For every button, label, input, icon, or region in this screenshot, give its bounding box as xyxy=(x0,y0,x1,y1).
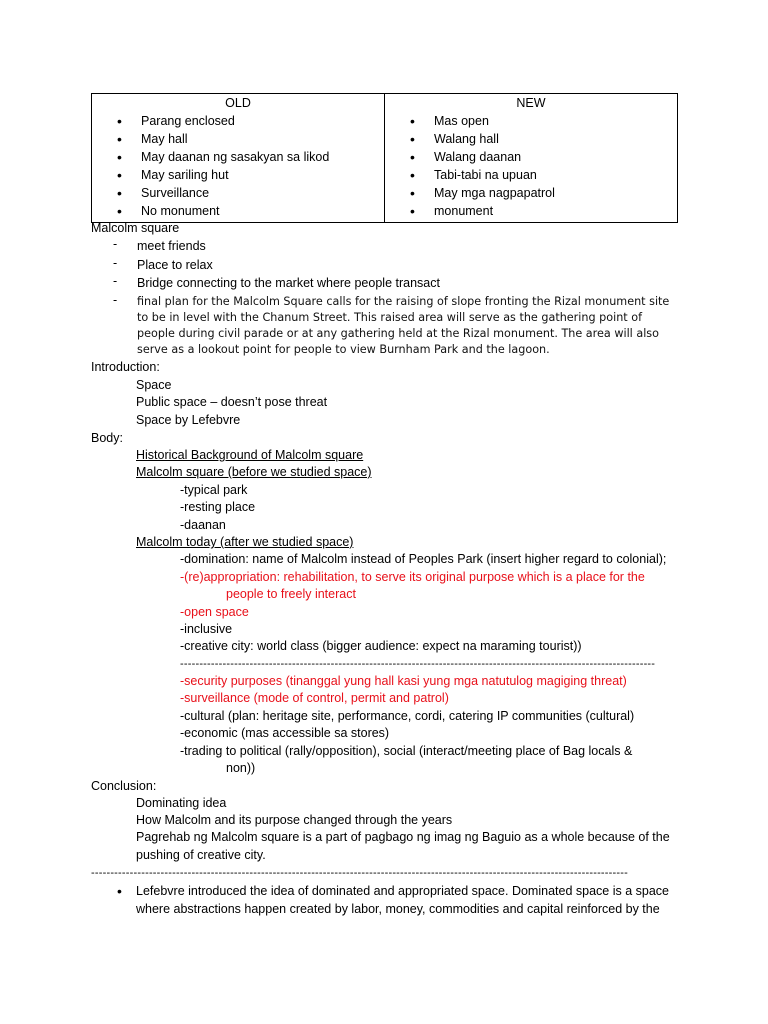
malcolm-item-text: Bridge connecting to the market where people transact xyxy=(137,276,440,290)
today-inclusive: -inclusive xyxy=(180,622,233,636)
intro-line: Public space – doesn’t pose threat xyxy=(136,395,328,409)
conclusion-line: Dominating idea xyxy=(136,796,227,810)
old-item: • Parang enclosed xyxy=(100,112,376,130)
new-item: • May mga nagpapatrol xyxy=(393,184,669,202)
malcolm-item-text: Place to relax xyxy=(137,258,213,272)
today-heading: Malcolm today (after we studied space) xyxy=(136,535,354,549)
before-item: -daanan xyxy=(180,518,226,532)
before-heading: Malcolm square (before we studied space) xyxy=(136,465,372,479)
new-item: • monument xyxy=(393,202,669,220)
introduction-heading: Introduction: xyxy=(91,360,160,374)
comparison-table xyxy=(91,93,678,223)
cultural-line: -cultural (plan: heritage site, performance, cordi, catering IP communities (cultural) xyxy=(180,709,635,723)
dash-marker: - xyxy=(113,256,118,270)
old-item: • No monument xyxy=(100,202,376,220)
dash-marker: - xyxy=(113,274,118,288)
surveillance-line: -surveillance (mode of control, permit and patrol) xyxy=(180,691,449,705)
new-item: • Tabi-tabi na upuan xyxy=(393,166,669,184)
new-column-header: NEW xyxy=(516,96,546,110)
today-reappropriation: -(re)appropriation: rehabilitation, to serve its original purpose which is a place for the xyxy=(180,570,645,584)
historical-background: Historical Background of Malcolm square xyxy=(136,448,364,462)
economic-line: -economic (mas accessible sa stores) xyxy=(180,726,390,740)
security-line: -security purposes (tinanggal yung hall kasi yung mga natutulog magiging threat) xyxy=(180,674,627,688)
conclusion-line: How Malcolm and its purpose changed through the years xyxy=(136,813,453,827)
trading-line: -trading to political (rally/opposition), social (interact/meeting place of Bag locals & xyxy=(180,744,633,758)
conclusion-heading: Conclusion: xyxy=(91,779,157,793)
malcolm-square-heading: Malcolm square xyxy=(91,221,180,235)
final-plan-paragraph: final plan for the Malcolm Square calls for the raising of slope fronting the Rizal monument site to be in level with the Chanum Street. This raised area will serve as the gathering point of people during civil parade or at any gathering held at the Rizal monument. The area will also serve as a lookout point for people to view Burnham Park and the lagoon. xyxy=(137,295,670,356)
conclusion-pagrehab: Pagrehab ng Malcolm square is a part of pagbago ng imag ng Baguio as a whole because of the pushing of creative city. xyxy=(136,830,670,862)
bullet-marker: • xyxy=(117,883,122,899)
new-items-list xyxy=(393,112,669,220)
section-separator: --------------------------------------------------------------------------------------------------------------------------- xyxy=(180,658,656,670)
intro-line: Space by Lefebvre xyxy=(136,413,241,427)
today-reappropriation-cont: people to freely interact xyxy=(226,587,356,601)
new-item: • Walang daanan xyxy=(393,148,669,166)
new-item: • Walang hall xyxy=(393,130,669,148)
body-heading: Body: xyxy=(91,431,123,445)
new-column xyxy=(385,94,678,223)
today-creative-city: -creative city: world class (bigger audience: expect na maraming tourist)) xyxy=(180,639,582,653)
intro-line: Space xyxy=(136,378,172,392)
before-item: -typical park xyxy=(180,483,248,497)
before-item: -resting place xyxy=(180,500,256,514)
dash-marker: - xyxy=(113,293,118,307)
today-domination: -domination: name of Malcolm instead of Peoples Park (insert higher regard to colonial); xyxy=(180,552,667,566)
trading-line-cont: non)) xyxy=(226,761,256,775)
old-item: • May sariling hut xyxy=(100,166,376,184)
new-item: • Mas open xyxy=(393,112,669,130)
full-separator: ------------------------------------------------------------------------------------------------------------------------------------------- xyxy=(91,867,628,879)
old-column-header: OLD xyxy=(225,96,251,110)
dash-marker: - xyxy=(113,237,118,251)
lefebvre-paragraph: Lefebvre introduced the idea of dominated and appropriated space. Dominated space is a space where abstractions happen created by labor, money, commodities and capital reinforced by the xyxy=(136,884,669,916)
old-column xyxy=(92,94,385,223)
old-item: • May hall xyxy=(100,130,376,148)
malcolm-item-text: meet friends xyxy=(137,239,206,253)
old-item: • May daanan ng sasakyan sa likod xyxy=(100,148,376,166)
old-items-list xyxy=(100,112,376,220)
old-item: • Surveillance xyxy=(100,184,376,202)
today-open-space: -open space xyxy=(180,605,249,619)
